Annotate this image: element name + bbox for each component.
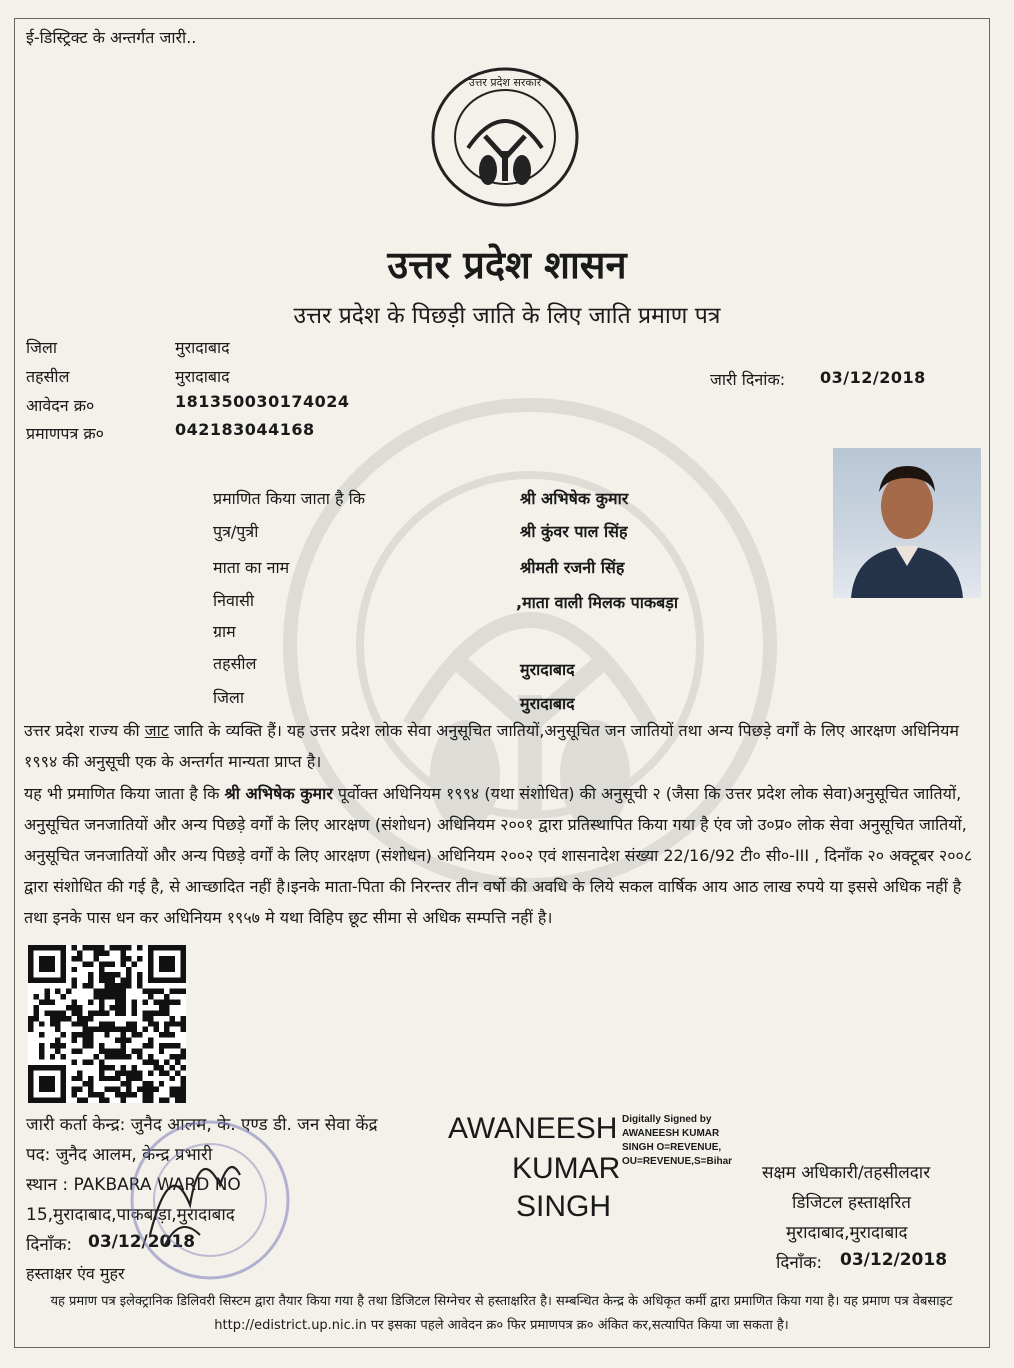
resident-value: ,माता वाली मिलक पाकबड़ा	[516, 593, 679, 612]
district-value: मुरादाबाद	[175, 338, 230, 357]
paragraph2-name: श्री अभिषेक कुमार	[224, 784, 333, 803]
sign-seal-label: हस्ताक्षर एंव मुहर	[26, 1264, 125, 1283]
qr-code	[28, 945, 186, 1103]
issuer-place-line2: 15,मुरादाबाद,पाकबाड़ा,मुरादाबाद	[26, 1205, 235, 1225]
authority-date-value: 03/12/2018	[840, 1250, 948, 1270]
tehsil-value: मुरादाबाद	[175, 367, 230, 386]
applicant-name: श्री अभिषेक कुमार	[520, 489, 629, 508]
page-subtitle: उत्तर प्रदेश के पिछड़ी जाति के लिए जाति प्रमाण पत्र	[293, 303, 721, 329]
detail-tehsil-label: तहसील	[213, 654, 257, 673]
issuer-place-line1: स्थान : PAKBARA WARD NO	[26, 1175, 241, 1195]
certification-paragraph	[24, 778, 974, 933]
office-stamp-icon	[120, 1115, 300, 1285]
certificate-label: प्रमाणपत्र क्र०	[26, 424, 104, 443]
top-note: ई-डिस्ट्रिक्ट के अन्तर्गत जारी..	[26, 28, 197, 47]
application-label: आवेदन क्र०	[26, 396, 95, 415]
signer-name-line3: SINGH	[516, 1190, 612, 1223]
tehsil-label: तहसील	[26, 367, 70, 386]
applicant-photo	[833, 448, 981, 598]
paragraph1-post: जाति के व्यक्ति हैं। यह उत्तर प्रदेश लोक सेवा अनुसूचित जातियों,अनुसूचित जन जातियों तथा अन्य पिछड़े वर्गों के लिए आरक्षण अधिनियम १९९४ की अनुसूची एक के अन्तर्गत मान्यता प्राप्त है।	[24, 721, 959, 771]
issuer-date-value: 03/12/2018	[88, 1232, 196, 1252]
page-title: उत्तर प्रदेश शासन	[387, 243, 627, 287]
digital-sign-line3: SINGH O=REVENUE,	[622, 1142, 722, 1153]
person-icon	[833, 448, 981, 598]
authority-date-label: दिनाँक:	[776, 1253, 823, 1273]
issue-date-value: 03/12/2018	[820, 368, 926, 387]
father-name: श्री कुंवर पाल सिंह	[520, 522, 628, 541]
detail-district-label: जिला	[213, 688, 245, 707]
issuer-center: जारी कर्ता केन्द्र: जुनैद आलम, के. एण्ड डी. जन सेवा केंद्र	[26, 1115, 378, 1135]
certified-label: प्रमाणित किया जाता है कि	[213, 489, 366, 508]
mother-label: माता का नाम	[213, 558, 290, 577]
authority-location: मुरादाबाद,मुरादाबाद	[786, 1223, 908, 1243]
issuer-date-label: दिनाँक:	[26, 1235, 73, 1255]
caste-paragraph	[24, 715, 974, 777]
son-label: पुत्र/पुत्री	[213, 522, 259, 541]
svg-text:उत्तर प्रदेश सरकार: उत्तर प्रदेश सरकार	[468, 76, 542, 89]
mother-name: श्रीमती रजनी सिंह	[520, 558, 625, 577]
issue-date-label: जारी दिनांक:	[710, 370, 786, 389]
authority-digital: डिजिटल हस्ताक्षरित	[792, 1193, 911, 1213]
paragraph2-post: पूर्वोक्त अधिनियम १९९४ (यथा संशोधित) की अनुसूची २ (जैसा कि उत्तर प्रदेश लोक सेवा)अनुसूचित जातियों, अनुसूचित जनजातियों और अन्य पिछड़े वर्गों के लिए आरक्षण (संशोधन) अधिनियम २००१ द्वारा प्रतिस्थापित किया गया है एंव जो उ०प्र० लोक सेवा अनुसूचित जातियों, अनुसूचित जनजातियों और अन्य पिछड़े वर्गों के लिए आरक्षण (संशोधन) अधिनियम २००२ एवं शासनादेश संख्या 22/16/92 टी० सी०-III , दिनाँक २० अक्टूबर २००८ द्वारा संशोधित की गई है, से आच्छादित नहीं है।इनके माता-पिता की निरन्तर तीन वर्षो की अवधि के लिये सकल वार्षिक आय आठ लाख रुपये या इससे अधिक नहीं है तथा इनके पास धन कर अधिनियम १९५७ मे यथा विहिप छूट सीमा से अधिक सम्पत्ति नहीं है।	[24, 784, 973, 927]
caste-name: जाट	[144, 721, 169, 740]
detail-district-value: मुरादाबाद	[520, 694, 575, 713]
detail-tehsil-value: मुरादाबाद	[520, 660, 575, 679]
signer-name-line1: AWANEESH	[448, 1112, 618, 1145]
authority-title: सक्षम अधिकारी/तहसीलदार	[762, 1163, 931, 1183]
village-label: ग्राम	[213, 622, 236, 641]
digital-sign-line2: AWANEESH KUMAR	[622, 1128, 720, 1139]
digital-sign-line4: OU=REVENUE,S=Bihar	[622, 1156, 733, 1167]
footer-note: यह प्रमाण पत्र इलेक्ट्रानिक डिलिवरी सिस्टम द्वारा तैयार किया गया है तथा डिजिटल सिग्नेचर से हस्ताक्षरित है। सम्बन्धित केन्द्र के अधिकृत कर्मी द्वारा प्रमाणित किया गया है। यह प्रमाण पत्र वेबसाइट http://edistrict.up.nic.in पर इसका पहले आवेदन क्र० फिर प्रमाणपत्र क्र० अंकित कर,सत्यापित किया जा सकता है।	[50, 1294, 953, 1333]
signer-name-line2: KUMAR	[512, 1152, 621, 1185]
resident-label: निवासी	[213, 591, 255, 610]
application-number: 181350030174024	[175, 392, 350, 411]
paragraph2-pre: यह भी प्रमाणित किया जाता है कि	[24, 784, 225, 803]
district-label: जिला	[26, 338, 58, 357]
up-govt-emblem-icon	[430, 66, 580, 208]
digital-sign-line1: Digitally Signed by	[622, 1114, 712, 1125]
paragraph1-pre: उत्तर प्रदेश राज्य की	[24, 721, 145, 740]
issuer-post: पद: जुनैद आलम, केन्द्र प्रभारी	[26, 1145, 213, 1165]
certificate-number: 042183044168	[175, 420, 315, 439]
